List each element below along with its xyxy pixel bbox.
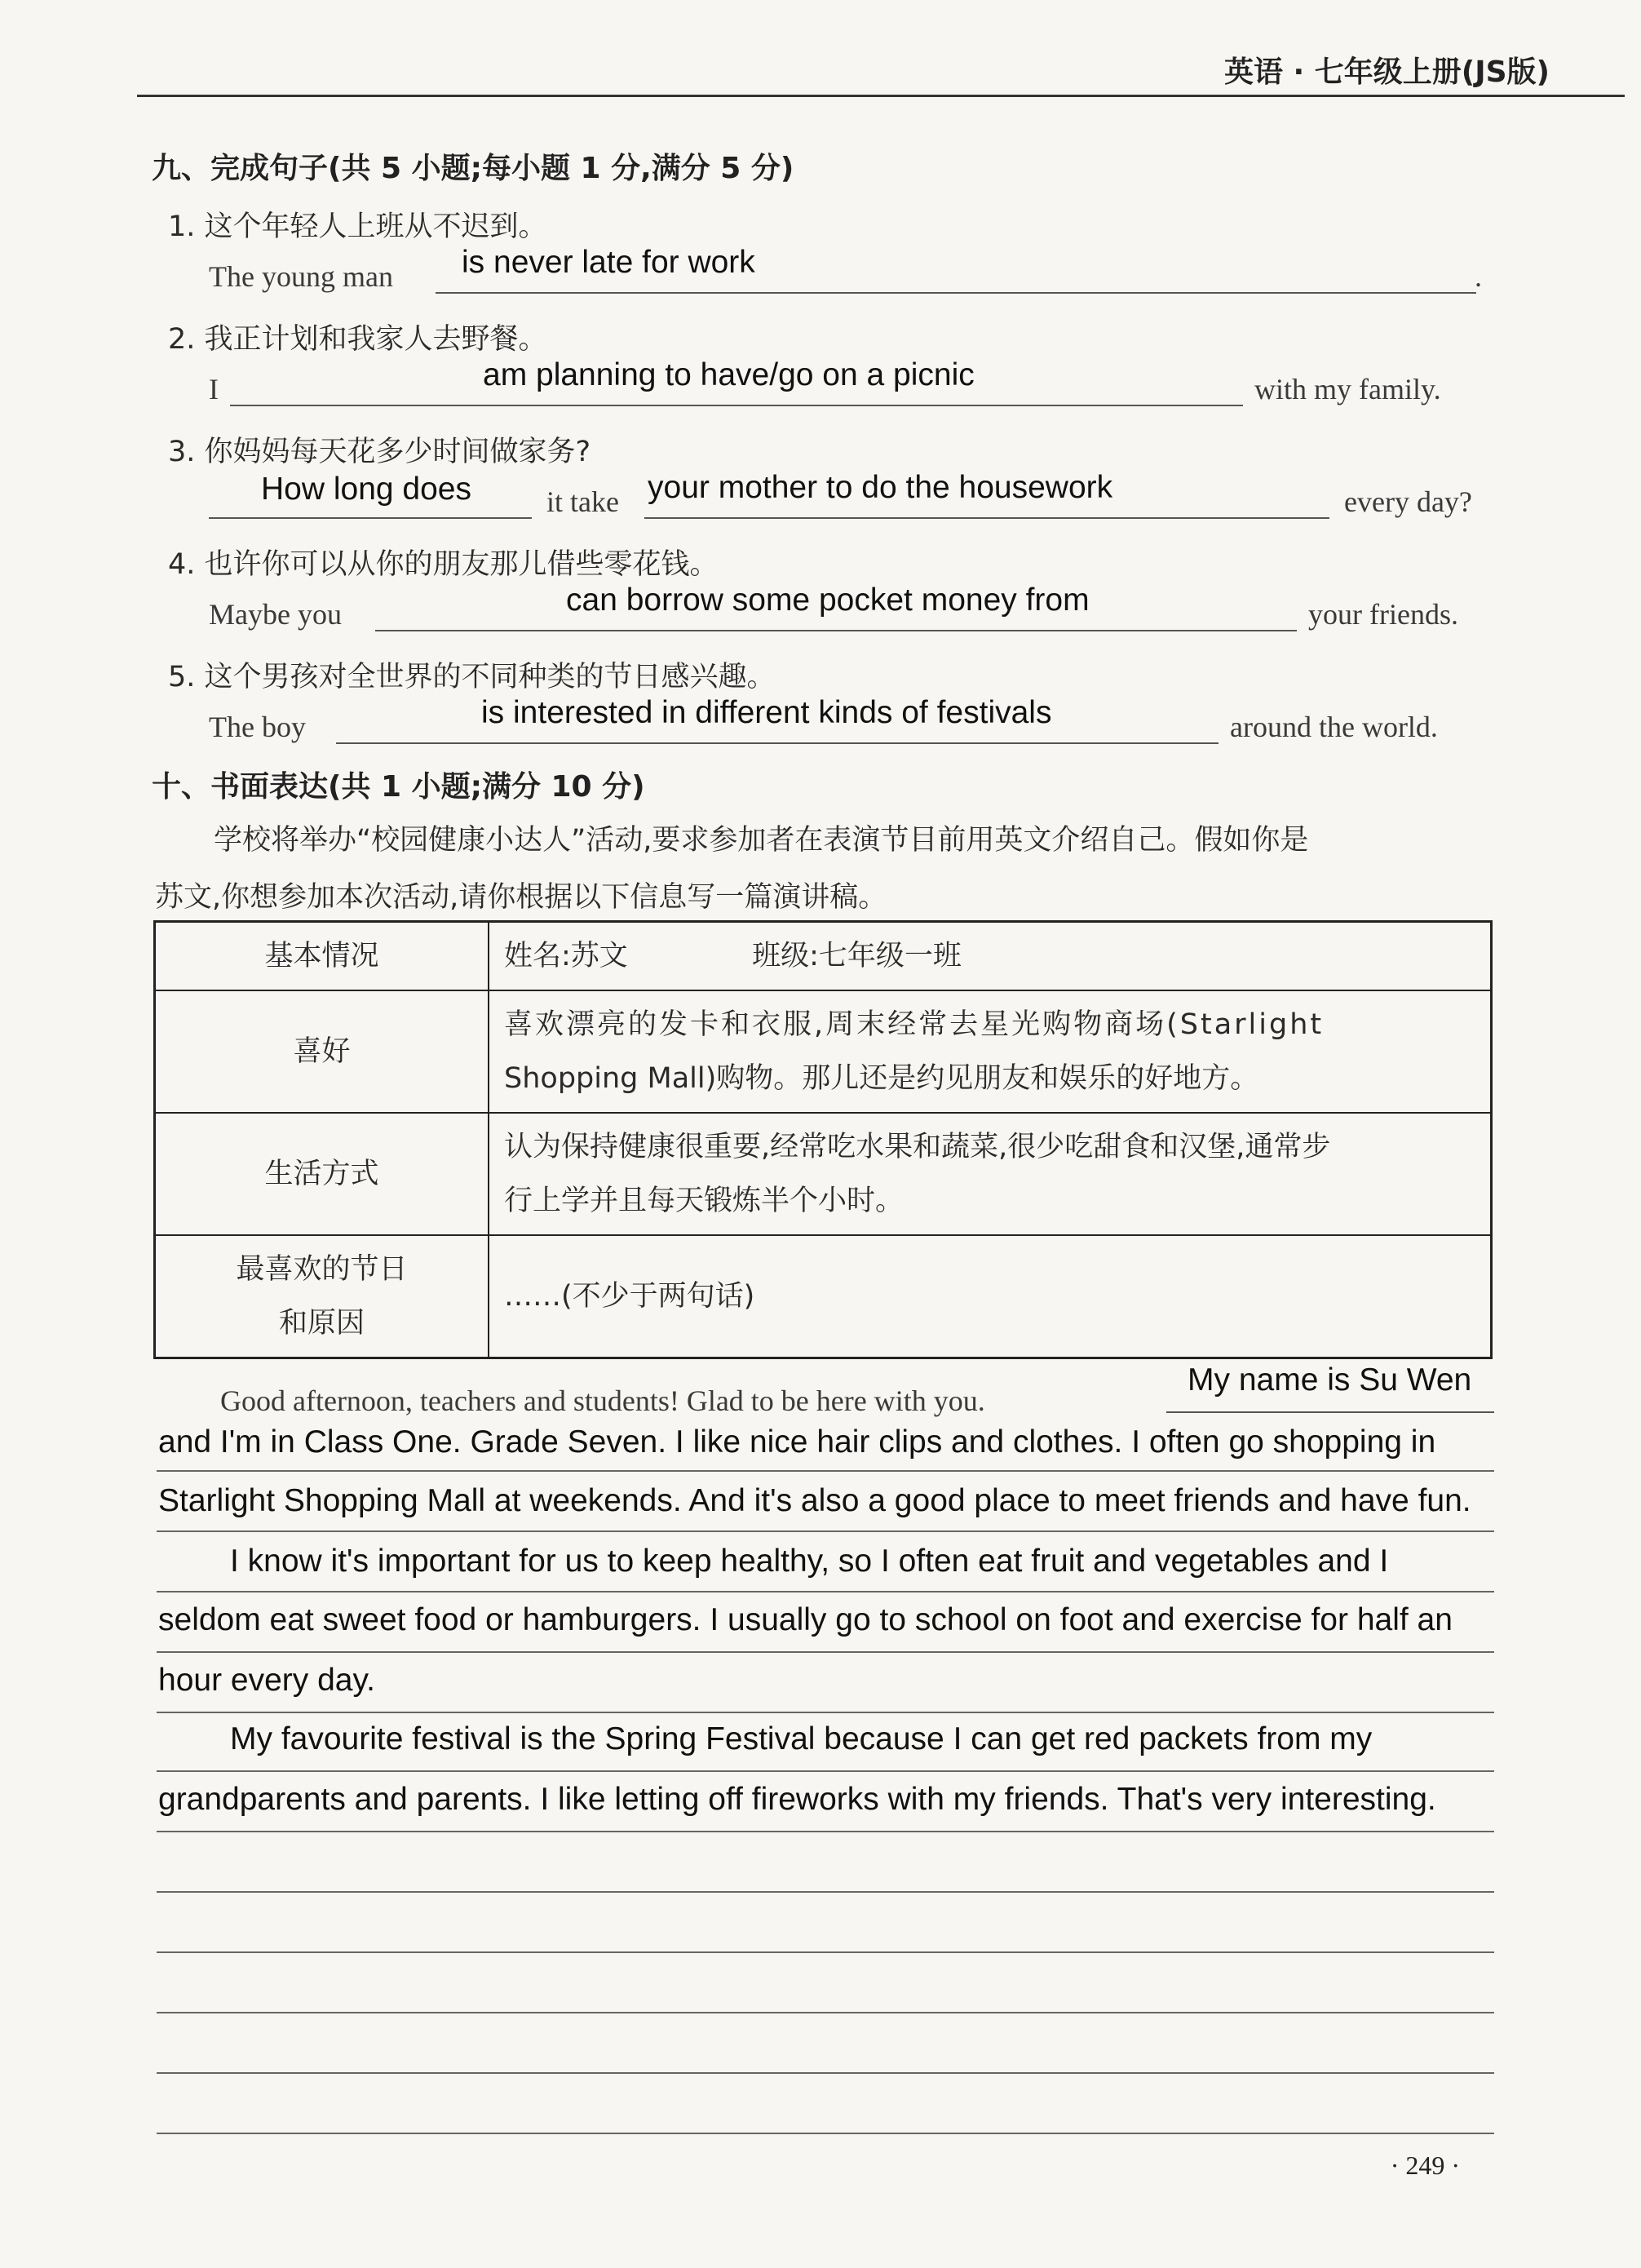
q4-chinese: 4. 也许你可以从你的朋友那儿借些零花钱。 — [168, 548, 719, 581]
q3-answer-a: How long does — [261, 472, 471, 507]
q2-answer: am planning to have/go on a picnic — [483, 357, 975, 392]
table-row — [155, 990, 1492, 1113]
essay-line-8: grandparents and parents. I like letting off fireworks with my friends. That's very interesting. — [158, 1782, 1436, 1817]
section10-title: 十、书面表达(共 1 小题;满分 10 分) — [152, 770, 645, 804]
prompt-line-1: 学校将举办“校园健康小达人”活动,要求参加者在表演节目前用英文介绍自己。假如你是 — [214, 824, 1309, 857]
essay-rule-4 — [157, 1651, 1494, 1653]
q3-chinese: 3. 你妈妈每天花多少时间做家务? — [168, 436, 591, 468]
essay-rule-3 — [157, 1591, 1494, 1592]
essay-rule-6 — [157, 1770, 1494, 1772]
essay-rule-0 — [1166, 1411, 1494, 1413]
q2-chinese: 2. 我正计划和我家人去野餐。 — [168, 323, 547, 356]
essay-line-3: Starlight Shopping Mall at weekends. And it's also a good place to meet friends and have fun. — [158, 1483, 1471, 1518]
q3-blank-line-a — [209, 517, 532, 519]
essay-rule-8 — [157, 1891, 1494, 1893]
q1-suffix: . — [1475, 260, 1482, 293]
q5-answer: is interested in different kinds of festivals — [481, 695, 1052, 730]
favourite-festival-label — [155, 1235, 489, 1358]
favourite-festival-label-line-1: 最喜欢的节日 — [236, 1252, 408, 1286]
q5-blank-line — [336, 742, 1219, 744]
q1-blank-line — [436, 292, 1476, 294]
q1-prefix: The young man — [209, 260, 393, 293]
q2-blank-line — [230, 405, 1243, 406]
q3-blank-line-b — [644, 517, 1329, 519]
prompt-line-2: 苏文,你想参加本次活动,请你根据以下信息写一篇演讲稿。 — [155, 881, 887, 914]
essay-rule-5 — [157, 1712, 1494, 1713]
q1-chinese: 1. 这个年轻人上班从不迟到。 — [168, 210, 547, 243]
essay-line-1: My name is Su Wen — [1188, 1362, 1472, 1398]
info-table — [153, 920, 1493, 1359]
q2-suffix: with my family. — [1254, 373, 1441, 405]
essay-line-5: seldom eat sweet food or hamburgers. I usually go to school on foot and exercise for half an — [158, 1602, 1453, 1637]
essay-rule-9 — [157, 1951, 1494, 1953]
q5-suffix: around the world. — [1230, 711, 1438, 743]
favourite-festival-value: ……(不少于两句话) — [489, 1235, 1492, 1358]
q5-chinese: 5. 这个男孩对全世界的不同种类的节日感兴趣。 — [168, 661, 776, 693]
lifestyle-label: 生活方式 — [155, 1113, 489, 1235]
q1-answer: is never late for work — [462, 245, 755, 280]
q3-suffix: every day? — [1344, 485, 1472, 518]
essay-line-6: hour every day. — [158, 1663, 375, 1698]
essay-rule-2 — [157, 1530, 1494, 1532]
favourite-festival-label-line-2: 和原因 — [278, 1306, 365, 1340]
essay-rule-1 — [157, 1470, 1494, 1472]
section9-title: 九、完成句子(共 5 小题;每小题 1 分,满分 5 分) — [152, 152, 794, 185]
basic-info-value — [489, 922, 1492, 991]
lifestyle-line-1: 认为保持健康很重要,经常吃水果和蔬菜,很少吃甜食和汉堡,通常步 — [504, 1131, 1331, 1163]
hobby-value — [489, 990, 1492, 1113]
essay-opening: Good afternoon, teachers and students! Glad to be here with you. — [220, 1384, 985, 1417]
basic-info-label: 基本情况 — [155, 922, 489, 991]
essay-line-4: I know it's important for us to keep healthy, so I often eat fruit and vegetables and I — [230, 1544, 1389, 1579]
hobby-line-1: 喜欢漂亮的发卡和衣服,周末经常去星光购物商场(Starlight — [504, 1008, 1325, 1041]
essay-rule-12 — [157, 2133, 1494, 2134]
q4-prefix: Maybe you — [209, 598, 342, 631]
student-class: 班级:七年级一班 — [752, 940, 962, 972]
essay-rule-7 — [157, 1831, 1494, 1832]
hobby-label: 喜好 — [155, 990, 489, 1113]
q4-suffix: your friends. — [1308, 598, 1458, 631]
table-row — [155, 1113, 1492, 1235]
header-rule — [137, 95, 1625, 97]
lifestyle-value — [489, 1113, 1492, 1235]
header-title: 英语 · 七年级上册(JS版) — [1224, 55, 1550, 89]
hobby-line-2: Shopping Mall)购物。那儿还是约见朋友和娱乐的好地方。 — [504, 1062, 1259, 1095]
q4-answer: can borrow some pocket money from — [566, 583, 1090, 618]
essay-rule-11 — [157, 2072, 1494, 2074]
q3-answer-b: your mother to do the housework — [648, 470, 1113, 505]
q4-blank-line — [375, 630, 1297, 631]
lifestyle-line-2: 行上学并且每天锻炼半个小时。 — [504, 1185, 905, 1217]
student-name: 姓名:苏文 — [504, 940, 628, 972]
essay-line-2: and I'm in Class One. Grade Seven. I like nice hair clips and clothes. I often go shopping in — [158, 1424, 1436, 1460]
q3-middle: it take — [546, 485, 619, 518]
table-row — [155, 1235, 1492, 1358]
table-row — [155, 922, 1492, 991]
essay-rule-10 — [157, 2012, 1494, 2013]
page-number: · 249 · — [1390, 2151, 1460, 2180]
essay-line-7: My favourite festival is the Spring Festival because I can get red packets from my — [230, 1721, 1373, 1756]
q5-prefix: The boy — [209, 711, 306, 743]
q2-prefix: I — [209, 373, 219, 405]
